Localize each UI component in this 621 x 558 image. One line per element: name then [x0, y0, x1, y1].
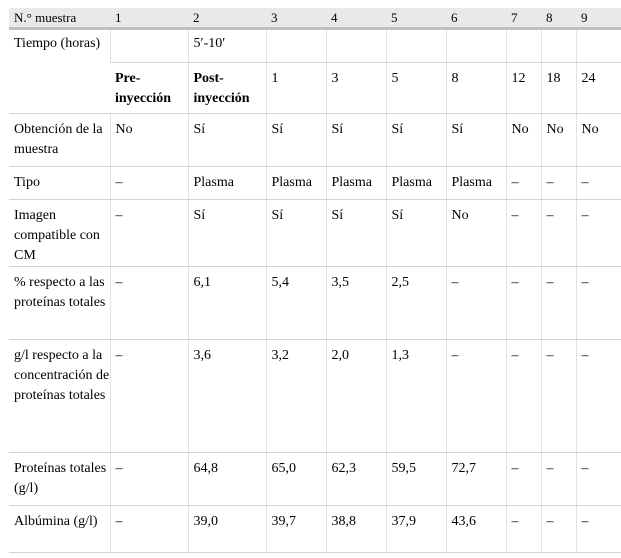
table-cell: Plasma [266, 167, 326, 200]
table-cell: 6,1 [188, 267, 266, 340]
header-col: 2 [188, 8, 266, 29]
table-cell: – [576, 167, 621, 200]
table-cell: – [110, 167, 188, 200]
header-col: 8 [541, 8, 576, 29]
table-cell: – [506, 267, 541, 340]
table-cell: 39,0 [188, 506, 266, 553]
table-cell: No [541, 114, 576, 167]
table-cell: 62,3 [326, 453, 386, 506]
table-cell: No [446, 200, 506, 267]
table-row [9, 267, 621, 340]
table-cell: 43,6 [446, 506, 506, 553]
header-col: 9 [576, 8, 621, 29]
table-cell: 2,0 [326, 340, 386, 453]
samples-table [9, 8, 621, 553]
table-cell: – [576, 453, 621, 506]
table-cell: – [446, 340, 506, 453]
table-cell: 24 [576, 63, 621, 114]
table-cell: – [576, 340, 621, 453]
header-col: 5 [386, 8, 446, 29]
row-label: Tipo [9, 167, 110, 200]
table-cell: 8 [446, 63, 506, 114]
table-cell: Post-inyección [188, 63, 266, 114]
table-cell: Sí [326, 114, 386, 167]
header-col: 3 [266, 8, 326, 29]
table-cell: 5,4 [266, 267, 326, 340]
table-cell: – [541, 267, 576, 340]
table-cell: – [446, 267, 506, 340]
table-cell: 18 [541, 63, 576, 114]
table-cell: Sí [386, 200, 446, 267]
row-label: Imagen compatible con CM [9, 200, 110, 267]
header-col: 1 [110, 8, 188, 29]
table-cell [386, 29, 446, 63]
table-cell: 65,0 [266, 453, 326, 506]
table-cell [541, 29, 576, 63]
tiempo-label: Tiempo (horas) [9, 29, 110, 114]
table-cell: – [541, 506, 576, 553]
table-row [9, 453, 621, 506]
table-cell: 3,5 [326, 267, 386, 340]
header-label: N.° muestra [9, 8, 110, 29]
row-label: g/l respecto a la concentración de proteínas totales [9, 340, 110, 453]
row-label: Obtención de la muestra [9, 114, 110, 167]
table-cell: – [110, 200, 188, 267]
table-cell: No [576, 114, 621, 167]
row-label: Proteínas totales (g/l) [9, 453, 110, 506]
tiempo-top-value: 5′-10′ [188, 29, 266, 63]
table-cell: – [506, 167, 541, 200]
table-cell [266, 29, 326, 63]
table-cell [326, 29, 386, 63]
table-cell: – [576, 200, 621, 267]
table-cell: 64,8 [188, 453, 266, 506]
table-cell: Pre-inyección [110, 63, 188, 114]
table-row [9, 340, 621, 453]
table-cell: – [541, 200, 576, 267]
table-cell: Plasma [446, 167, 506, 200]
table-cell: – [506, 340, 541, 453]
table-cell: 39,7 [266, 506, 326, 553]
table-row [9, 114, 621, 167]
header-col: 7 [506, 8, 541, 29]
table-cell: Sí [326, 200, 386, 267]
table-cell: Sí [386, 114, 446, 167]
table-cell: – [541, 453, 576, 506]
table-cell: 3 [326, 63, 386, 114]
table-cell: – [576, 267, 621, 340]
table-cell: – [506, 200, 541, 267]
header-col: 6 [446, 8, 506, 29]
table-row [9, 506, 621, 553]
header-row [9, 8, 621, 29]
table-cell: No [506, 114, 541, 167]
table-cell: No [110, 114, 188, 167]
table-cell: – [506, 506, 541, 553]
table-cell: Sí [266, 200, 326, 267]
table-cell: 5 [386, 63, 446, 114]
table-cell: – [541, 167, 576, 200]
table-cell: – [110, 267, 188, 340]
table-cell: Plasma [188, 167, 266, 200]
table-cell: 1,3 [386, 340, 446, 453]
table-cell: – [541, 340, 576, 453]
table-cell: Plasma [326, 167, 386, 200]
table-cell: 3,2 [266, 340, 326, 453]
row-label: Albúmina (g/l) [9, 506, 110, 553]
table-cell [446, 29, 506, 63]
table-cell: 37,9 [386, 506, 446, 553]
table-cell [110, 29, 188, 63]
table-cell [506, 29, 541, 63]
table-cell: Plasma [386, 167, 446, 200]
table-row [9, 167, 621, 200]
table-cell: Sí [266, 114, 326, 167]
row-label: % respecto a las proteínas totales [9, 267, 110, 340]
table-cell: 72,7 [446, 453, 506, 506]
table-cell: Sí [446, 114, 506, 167]
table-cell: – [576, 506, 621, 553]
table-cell: 3,6 [188, 340, 266, 453]
table-cell [576, 29, 621, 63]
table-cell: – [506, 453, 541, 506]
table-cell: – [110, 453, 188, 506]
table-cell: – [110, 340, 188, 453]
table-cell: 59,5 [386, 453, 446, 506]
table-cell: 1 [266, 63, 326, 114]
tiempo-row-top [9, 29, 621, 63]
table-cell: Sí [188, 200, 266, 267]
table-cell: 2,5 [386, 267, 446, 340]
table-cell: – [110, 506, 188, 553]
table-cell: 12 [506, 63, 541, 114]
header-col: 4 [326, 8, 386, 29]
table-cell: 38,8 [326, 506, 386, 553]
table-cell: Sí [188, 114, 266, 167]
table-row [9, 200, 621, 267]
